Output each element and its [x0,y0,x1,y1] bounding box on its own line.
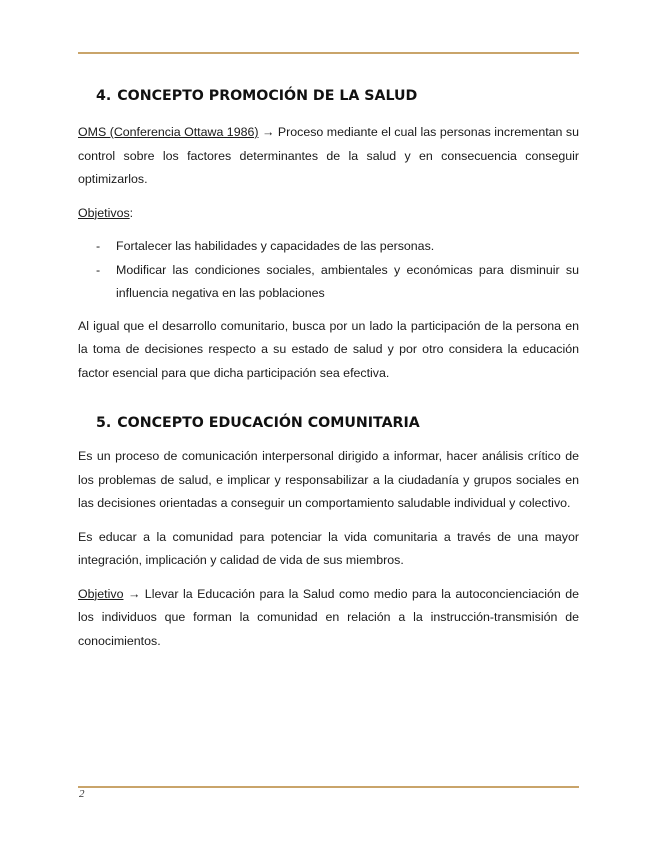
section-5-number: 5. [96,415,112,431]
header-rule [78,52,579,54]
objectives-colon: : [129,205,134,220]
list-item [78,235,579,259]
section-4-heading [78,84,579,108]
objective-label: Objetivo [78,586,124,601]
list-item [78,259,579,306]
bullet-dash: - [96,239,101,253]
section-5-title: CONCEPTO EDUCACIÓN COMUNITARIA [117,415,420,431]
objectives-label: Objetivos [78,205,130,220]
page-content [78,84,579,663]
section-5-paragraph-1: Es un proceso de comunicación interpersonal dirigido a informar, hacer análisis crítico de los problemas de salud, e implicar y responsabilizar a la ciudadanía y grupos sociales en las decisiones orientadas a conseguir un comportamiento saludable individual y colectivo. [78,449,579,510]
objectives-list [78,235,579,306]
section-5-heading [78,411,579,435]
section-4-title: CONCEPTO PROMOCIÓN DE LA SALUD [117,88,418,104]
section-5-objective [78,583,579,654]
section-4-definition [78,121,579,192]
objectives-heading [78,202,579,226]
arrow-icon: → [261,125,275,139]
page-number: 2 [79,788,85,800]
objective-text: Llevar la Educación para la Salud como medio para la autoconcienciación de los individuos que forman la comunidad en relación a la instrucción-transmisión de conocimientos. [78,586,579,648]
arrow-icon: → [127,586,141,601]
bullet-dash: - [96,262,101,277]
list-item-text: Fortalecer las habilidades y capacidades de las personas. [116,239,435,253]
definition-source: OMS (Conferencia Ottawa 1986) [78,125,259,139]
footer-rule [78,786,579,788]
definition-text: Proceso mediante el cual las personas incrementan su control sobre los factores determinantes de la salud y en consecuencia conseguir optimizarlos. [78,125,579,186]
list-item-text: Modificar las condiciones sociales, ambientales y económicas para disminuir su influencia negativa en las poblaciones [116,262,579,300]
section-4-number: 4. [96,88,112,104]
section-5-paragraph-2: Es educar a la comunidad para potenciar la vida comunitaria a través de una mayor integración, implicación y calidad de vida de sus miembros. [78,529,579,567]
section-4-paragraph: Al igual que el desarrollo comunitario, busca por un lado la participación de la persona en la toma de decisiones respecto a su estado de salud y por otro considera la educación factor esencial para que dicha participación sea efectiva. [78,318,579,380]
